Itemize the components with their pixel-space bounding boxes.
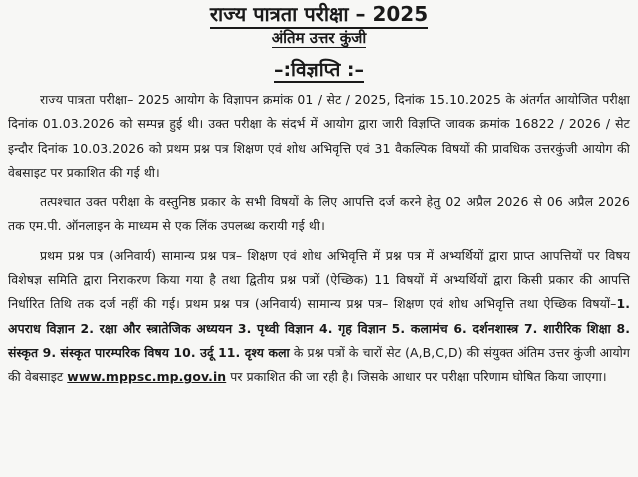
subject-list: 1. अपराध विज्ञान 2. रक्षा और स्त्रातेजिक अध्ययन 3. पृथ्वी विज्ञान 4. गृह विज्ञान 5. कलामंच 6. दर्शनशास्त्र 7. शारीरिक शिक्षा 8. संस्कृत 9. संस्कृत पारम्परिक विषय 10. उर्दू 11. दृश्य कला: [8, 296, 630, 360]
document-subtitle: अंतिम उत्तर कुंजी: [271, 29, 367, 47]
paragraph-3-text-a: प्रथम प्रश्न पत्र (अनिवार्य) सामान्य प्रश्न पत्र– शिक्षण एवं शोध अभिवृत्ति में प्रश्न पत्र में अभ्यर्थियों द्वारा प्राप्त आपत्तियों पर विषय विशेषज्ञ समिति द्वारा निराकरण किया गया है तथा द्वितीय प्रश्न पत्रों (ऐच्छिक) 11 विषयों में अभ्यर्थियों द्वारा किसी प्रकार की आपत्ति निर्धारित तिथि तक दर्ज नहीं की गई। प्रथम प्रश्न पत्र (अनिवार्य) सामान्य प्रश्न पत्र– शिक्षण एवं शोध अभिवृत्ति तथा ऐच्छिक विषयों–: [8, 247, 630, 312]
paragraph-1: राज्य पात्रता परीक्षा– 2025 आयोग के विज्ञापन क्रमांक 01 / सेट / 2025, दिनांक 15.10.2025 के अंतर्गत आयोजित परीक्षा दिनांक 01.03.2026 को सम्पन्न हुई थी। उक्त परीक्षा के संदर्भ में आयोग द्वारा जारी विज्ञप्ति जावक क्रमांक 16822 / 2026 / सेट इन्दौर दिनांक 10.03.2026 को प्रथम प्रश्न पत्र शिक्षण एवं शोध अभिवृत्ति एवं 31 वैकल्पिक विषयों की प्रावधिक उत्तरकुंजी आयोग की वेबसाइट पर प्रकाशित की गई थी।: [8, 92, 630, 180]
paragraph-2: तत्पश्चात उक्त परीक्षा के वस्तुनिष्ठ प्रकार के सभी विषयों के लिए आपत्ति दर्ज करने हेतु 02 अप्रैल 2026 से 06 अप्रैल 2026 तक एम.पी. ऑनलाइन के माध्यम से एक लिंक उपलब्ध करायी गई थी।: [8, 194, 630, 234]
notice-heading: –:विज्ञप्ति :–: [273, 59, 365, 81]
paragraph-3-text-b: के प्रश्न पत्रों के चारों सेट (A,B,C,D) की संयुक्त अंतिम उत्तर कुंजी आयोग की वेबसाइट: [8, 344, 630, 385]
website-link[interactable]: www.mppsc.mp.gov.in: [67, 369, 227, 385]
paragraph-3-text-c: पर प्रकाशित की जा रही है। जिसके आधार पर परीक्षा परिणाम घोषित किया जाएगा।: [226, 369, 607, 385]
document-title: राज्य पात्रता परीक्षा – 2025: [8, 2, 630, 26]
notice-page: [0, 2, 638, 477]
paragraph-3: [8, 244, 630, 390]
